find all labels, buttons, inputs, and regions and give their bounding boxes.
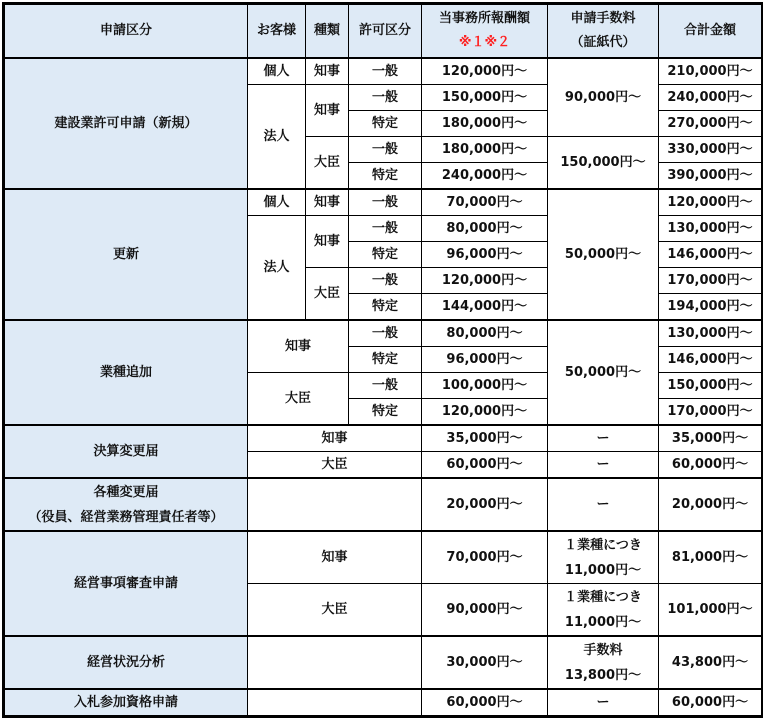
header-row [4,4,763,59]
total-cell: 390,000円～ [659,163,763,190]
customer-cell: 法人 [248,85,306,190]
stamp-amount: 11,000円～ [564,562,642,578]
header-fee-label: 当事務所報酬額 [438,11,530,26]
type-cell: 大臣 [306,137,349,190]
type-cell: 知事 [306,216,349,268]
total-cell: 60,000円～ [659,689,763,717]
type-cell: 知事 [248,531,422,584]
total-cell: 210,000円～ [659,58,763,85]
stamp-cell: 90,000円～ [548,58,659,137]
category-bidding: 入札参加資格申請 [4,689,248,717]
total-cell: 146,000円～ [659,347,763,373]
total-cell: 35,000円～ [659,425,763,452]
permit-cell: 一般 [349,268,422,294]
header-category: 申請区分 [4,4,248,59]
type-cell-empty [248,636,422,689]
header-fee [422,4,548,59]
total-cell: 60,000円～ [659,452,763,479]
total-cell: 150,000円～ [659,373,763,399]
type-cell: 大臣 [248,452,422,479]
stamp-label: 手数料 [583,642,623,658]
table-row [4,636,763,689]
category-review: 経営事項審査申請 [4,531,248,636]
category-addition: 業種追加 [4,320,248,425]
stamp-cell: ー [548,689,659,717]
total-cell: 170,000円～ [659,268,763,294]
header-stamp-label: 申請手数料 [570,11,636,26]
total-cell: 170,000円～ [659,399,763,426]
stamp-cell: 50,000円～ [548,189,659,320]
fee-cell: 150,000円～ [422,85,548,111]
table-row [4,425,763,452]
total-cell: 81,000円～ [659,531,763,584]
total-cell: 330,000円～ [659,137,763,163]
total-cell: 101,000円～ [659,584,763,637]
permit-cell: 一般 [349,320,422,347]
stamp-cell: ー [548,478,659,531]
permit-cell: 一般 [349,216,422,242]
header-stamp-sub: （証紙代） [570,35,636,50]
type-cell: 大臣 [306,268,349,321]
total-cell: 146,000円～ [659,242,763,268]
total-cell: 130,000円～ [659,216,763,242]
fee-cell: 96,000円～ [422,347,548,373]
permit-cell: 特定 [349,163,422,190]
total-cell: 194,000円～ [659,294,763,321]
category-changes-title: 各種変更届 [93,484,159,500]
fee-cell: 60,000円～ [422,452,548,479]
fee-cell: 70,000円～ [422,531,548,584]
fee-cell: 80,000円～ [422,216,548,242]
stamp-amount: 13,800円～ [564,667,642,683]
fee-cell: 35,000円～ [422,425,548,452]
type-cell-empty [248,689,422,717]
table-row [4,478,763,531]
fee-cell: 120,000円～ [422,58,548,85]
type-cell: 知事 [306,189,349,216]
permit-cell: 特定 [349,347,422,373]
table-row [4,189,763,216]
stamp-cell [548,584,659,637]
table-row [4,320,763,347]
permit-cell: 特定 [349,111,422,137]
stamp-cell [548,531,659,584]
stamp-cell: ー [548,425,659,452]
fee-cell: 60,000円～ [422,689,548,717]
type-cell: 大臣 [248,373,349,426]
fee-cell: 80,000円～ [422,320,548,347]
stamp-per-type: １業種につき [564,589,642,605]
total-cell: 270,000円～ [659,111,763,137]
stamp-amount: 11,000円～ [564,614,642,630]
fee-cell: 180,000円～ [422,111,548,137]
fee-cell: 90,000円～ [422,584,548,637]
permit-cell: 特定 [349,399,422,426]
category-changes [4,478,248,531]
permit-cell: 特定 [349,242,422,268]
header-total: 合計金額 [659,4,763,59]
type-cell: 知事 [248,320,349,373]
customer-cell: 個人 [248,189,306,216]
header-customer: お客様 [248,4,306,59]
fee-cell: 20,000円～ [422,478,548,531]
total-cell: 120,000円～ [659,189,763,216]
type-cell: 大臣 [248,584,422,637]
type-cell: 知事 [248,425,422,452]
permit-cell: 特定 [349,294,422,321]
table-row [4,531,763,584]
header-permit: 許可区分 [349,4,422,59]
fee-cell: 70,000円～ [422,189,548,216]
total-cell: 240,000円～ [659,85,763,111]
stamp-cell: ー [548,452,659,479]
total-cell: 20,000円～ [659,478,763,531]
header-fee-note: ※１※２ [458,35,511,50]
fee-table [2,2,763,718]
permit-cell: 一般 [349,373,422,399]
stamp-per-type: １業種につき [564,537,642,553]
stamp-cell [548,636,659,689]
permit-cell: 一般 [349,189,422,216]
total-cell: 130,000円～ [659,320,763,347]
fee-cell: 96,000円～ [422,242,548,268]
table-row [4,58,763,85]
category-settlement: 決算変更届 [4,425,248,478]
total-cell: 43,800円～ [659,636,763,689]
stamp-cell: 150,000円～ [548,137,659,190]
permit-cell: 一般 [349,137,422,163]
fee-cell: 120,000円～ [422,399,548,426]
category-new: 建設業許可申請（新規） [4,58,248,189]
category-analysis: 経営状況分析 [4,636,248,689]
fee-cell: 180,000円～ [422,137,548,163]
type-cell-empty [248,478,422,531]
fee-cell: 144,000円～ [422,294,548,321]
permit-cell: 一般 [349,85,422,111]
customer-cell: 個人 [248,58,306,85]
fee-cell: 100,000円～ [422,373,548,399]
header-type: 種類 [306,4,349,59]
table-row [4,689,763,717]
type-cell: 知事 [306,58,349,85]
header-stamp [548,4,659,59]
category-renewal: 更新 [4,189,248,320]
fee-cell: 240,000円～ [422,163,548,190]
customer-cell: 法人 [248,216,306,321]
fee-cell: 120,000円～ [422,268,548,294]
stamp-cell: 50,000円～ [548,320,659,425]
type-cell: 知事 [306,85,349,137]
fee-cell: 30,000円～ [422,636,548,689]
permit-cell: 一般 [349,58,422,85]
category-changes-sub: （役員、経営業務管理責任者等） [28,509,224,525]
